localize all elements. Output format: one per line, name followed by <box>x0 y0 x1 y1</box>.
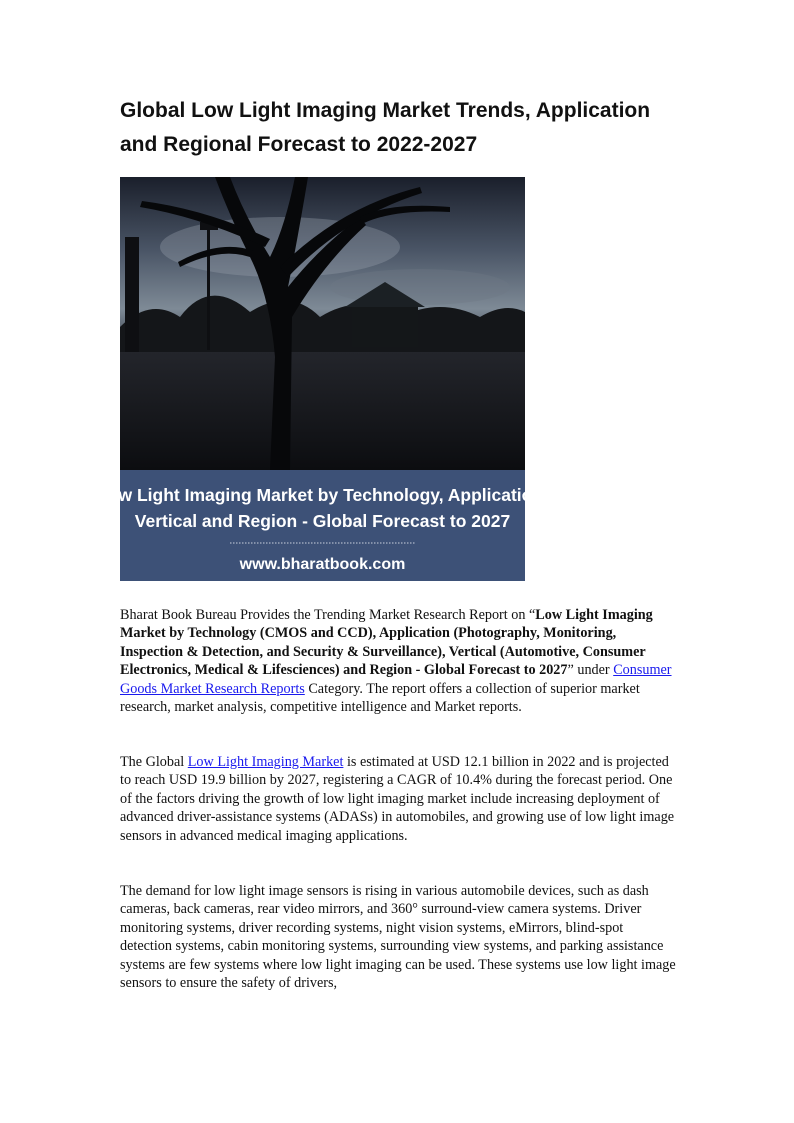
p1-outro: Category. The report offers a collection of superior market research, market analysis, competitive intelligence and Market reports. <box>120 680 640 716</box>
banner-website: www.bharatbook.com <box>239 556 406 573</box>
paragraph-market-size <box>120 753 676 845</box>
low-light-imaging-market-link[interactable]: Low Light Imaging Market <box>187 754 344 770</box>
banner-line-2: Vertical and Region - Global Forecast to 2027 <box>134 511 511 531</box>
p1-intro: Bharat Book Bureau Provides the Trending Market Research Report on “ <box>120 607 536 623</box>
hero-image <box>97 177 548 581</box>
paragraph-demand: The demand for low light image sensors is rising in various automobile devices, such as dash cameras, back cameras, rear video mirrors, and 360° surround-view camera systems. Driver monitoring systems, driver recording systems, night vision systems, eMirrors, blind-spot detection systems, cabin monitoring systems, surrounding view systems, and parking assistance systems are few systems where low light imaging can be used. These systems use low light image sensors to ensure the safety of drivers, <box>120 883 676 992</box>
p2-rest: is estimated at USD 12.1 billion in 2022 and is projected to reach USD 19.9 billion by 2027, registering a CAGR of 10.4% during the forecast period. One of the factors driving the growth of low light imaging market include increasing deployment of advanced driver-assistance systems (ADASs) in automobiles, and growing use of low light image sensors in advanced medical imaging applications. <box>120 754 675 844</box>
title-line-2: and Regional Forecast to 2022-2027 <box>120 133 478 156</box>
ground <box>120 352 525 470</box>
title-line-1: Global Low Light Imaging Market Trends, Application <box>120 99 651 122</box>
paragraph-intro <box>120 606 676 716</box>
consumer-goods-link[interactable]: Consumer Goods Market Research Reports <box>120 662 672 697</box>
p1-under: ” under <box>567 662 614 679</box>
report-title: Low Light Imaging Market by Technology (CMOS and CCD), Application (Photography, Monitoring, Inspection & Detection, and Security & Surveillance), Vertical (Automotive, Consumer Electronics, Medical & Lifesciences) and Region - Global Forecast to 2027 <box>120 607 653 679</box>
p2-intro: The Global <box>120 754 188 770</box>
banner-line-1: Low Light Imaging Market by Technology, Application, <box>97 485 548 505</box>
page-title <box>120 94 720 162</box>
